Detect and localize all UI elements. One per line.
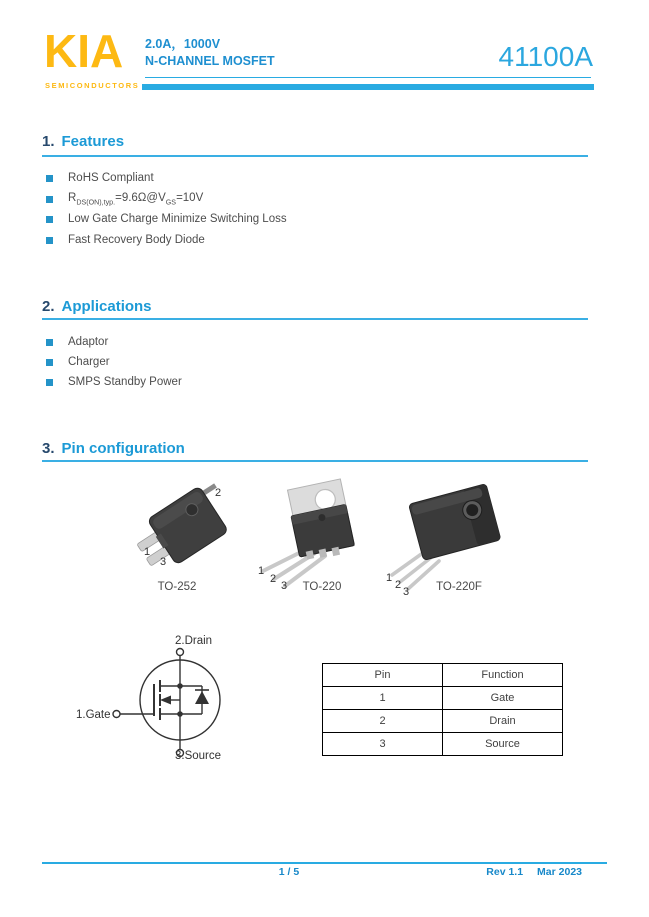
application-smps: SMPS Standby Power <box>68 376 182 388</box>
to220-pin2-label: 2 <box>270 573 277 585</box>
application-item <box>46 335 108 349</box>
product-type: N-CHANNEL MOSFET <box>145 54 275 68</box>
application-item <box>46 375 182 389</box>
symbol-drain-label: 2.Drain <box>175 635 213 647</box>
to220-package-label: TO-220 <box>302 581 342 593</box>
page-number: 1 / 5 <box>278 866 300 878</box>
application-charger: Charger <box>68 356 110 368</box>
features-heading <box>42 133 124 150</box>
to220f-pin3-label: 3 <box>403 586 410 598</box>
applications-rule <box>42 318 588 320</box>
product-rating: 2.0A，1000V <box>145 37 221 51</box>
symbol-source-label: 3.Source <box>175 750 222 762</box>
to220-pin3-label: 3 <box>281 580 288 592</box>
bullet-square-icon <box>46 379 53 386</box>
product-description <box>145 36 275 70</box>
feature-body-diode: Fast Recovery Body Diode <box>68 234 205 246</box>
to220-pin1-label: 1 <box>258 565 265 577</box>
pin-config-heading <box>42 440 185 457</box>
feature-rohs: RoHS Compliant <box>68 172 154 184</box>
feature-rds: $R_{DS(ON),typ.}=9.6\Omega@V_{GS}=10V$ <box>68 191 204 207</box>
table-header-row <box>323 664 563 687</box>
pin-config-rule <box>42 460 588 462</box>
pin-function-cell: Source <box>443 733 563 756</box>
features-rule <box>42 155 588 157</box>
header-thin-rule <box>145 77 591 78</box>
pin-function-table <box>322 663 563 756</box>
pin-function-cell: Drain <box>443 710 563 733</box>
pin-config-title: Pin configuration <box>61 440 185 457</box>
feature-item <box>46 192 203 206</box>
revision-date: Mar 2023 <box>537 866 582 878</box>
feature-gate-charge: Low Gate Charge Minimize Switching Loss <box>68 213 287 225</box>
header-thick-rule <box>142 84 594 90</box>
to220f-package-image <box>386 484 501 598</box>
pin-number-cell: 3 <box>323 733 443 756</box>
to252-package-image <box>129 478 241 593</box>
bullet-square-icon <box>46 175 53 182</box>
bullet-square-icon <box>46 237 53 244</box>
feature-item <box>46 171 154 185</box>
table-row <box>323 733 563 756</box>
package-drawings <box>115 478 525 598</box>
to252-pin3-label: 3 <box>160 556 167 568</box>
bullet-square-icon <box>46 196 53 203</box>
symbol-gate-label: 1.Gate <box>76 709 111 721</box>
pin-number-cell: 1 <box>323 687 443 710</box>
feature-item <box>46 212 287 226</box>
mosfet-symbol <box>72 628 287 768</box>
application-adaptor: Adaptor <box>68 336 109 348</box>
revision-label: Rev 1.1 <box>486 866 524 878</box>
pin-function-cell: Gate <box>443 687 563 710</box>
footer-rule <box>42 862 607 864</box>
to252-package-label: TO-252 <box>157 581 197 593</box>
revision-info <box>420 866 582 878</box>
pin-column-header: Pin <box>323 664 443 687</box>
features-number: 1. <box>42 133 55 150</box>
function-column-header: Function <box>443 664 563 687</box>
table-row <box>323 710 563 733</box>
part-number: 41100A <box>498 41 593 72</box>
to220f-package-label: TO-220F <box>436 581 482 593</box>
applications-heading <box>42 298 152 315</box>
to220-package-image <box>258 479 356 593</box>
kia-logo-subtext: SEMICONDUCTORS <box>45 81 140 90</box>
to220f-pin1-label: 1 <box>386 572 393 584</box>
kia-logo: KIA <box>44 25 124 77</box>
table-row <box>323 687 563 710</box>
to252-pin1-label: 1 <box>144 546 151 558</box>
pin-config-number: 3. <box>42 440 55 457</box>
features-title: Features <box>61 133 125 150</box>
feature-item <box>46 233 205 247</box>
to252-pin2-label: 2 <box>215 487 222 499</box>
to220f-pin2-label: 2 <box>395 579 402 591</box>
application-item <box>46 355 110 369</box>
pin-number-cell: 2 <box>323 710 443 733</box>
bullet-square-icon <box>46 359 53 366</box>
bullet-square-icon <box>46 216 53 223</box>
bullet-square-icon <box>46 339 53 346</box>
applications-number: 2. <box>42 298 55 315</box>
applications-title: Applications <box>61 298 152 315</box>
